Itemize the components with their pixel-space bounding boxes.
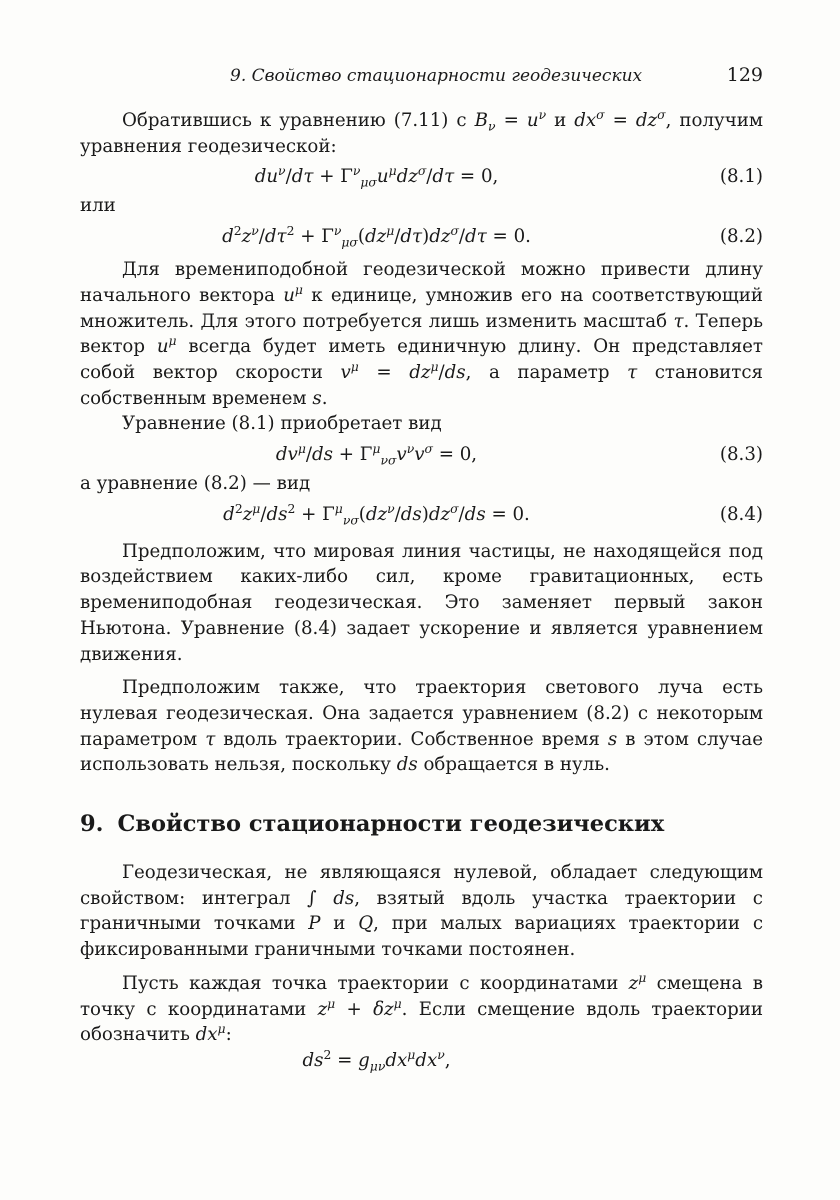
equation-number: (8.4)	[719, 503, 763, 525]
page-body	[80, 108, 763, 1082]
paragraph-stationarity: Геодезическая, не являющаяся нулевой, обладает следующим свойством: интеграл ∫ ds, взятый вдоль участка траектории с граничными точками P и Q, при малых вариациях траектории с фиксированными граничными точками постоянен.	[80, 862, 764, 961]
running-title: 9. Свойство стационарности геодезических	[230, 66, 643, 86]
equation-metric: $ds^2 = g_{\mu\nu}dx^\mu dx^\nu$,	[302, 1047, 451, 1074]
paragraph-eq-intro-2: а уравнение (8.2) — вид	[80, 473, 311, 495]
paragraph-light-ray: Предположим также, что траектория светового луча есть нулевая геодезическая. Она задается уравнением (8.2) с некоторым параметром τ вдоль траектории. Собственное время s в этом случае использовать нельзя, поскольку ds обращается в нуль.	[80, 677, 763, 776]
page-number: 129	[726, 64, 763, 86]
section-title: Свойство стационарности геодезических	[117, 811, 665, 838]
equation-8-3: $dv^\mu/ds + \Gamma^\mu_{\nu\sigma}v^\nu v^\sigma = 0$, (8.3)	[275, 441, 763, 468]
paragraph-variation: Пусть каждая точка траектории с координатами $z^\mu$ смещена в точку с координатами $z^\mu + \delta z^\mu$. Если смещение вдоль траектории обозначить $dx^\mu$:	[80, 970, 763, 1046]
paragraph-worldline: Предположим, что мировая линия частицы, не находящейся под воздействием каких-либо сил, кроме гравитационных, есть времениподобная геодезическая. Это заменяет первый закон Ньютона. Уравнение (8.4) задает ускорение и является уравнением движения.	[80, 540, 763, 665]
section-heading	[80, 810, 763, 838]
equation-8-4: $d^2z^\mu/ds^2 + \Gamma^\mu_{\nu\sigma}(dz^\nu/ds)dz^\sigma/ds = 0$. (8.4)	[223, 501, 763, 528]
equation-number: (8.2)	[719, 226, 763, 248]
paragraph-eq-intro: Уравнение (8.1) приобретает вид	[122, 413, 442, 435]
equation-8-1: $du^\nu/d\tau + \Gamma^\nu_{\mu\sigma}u^\mu dz^\sigma/d\tau = 0$, (8.1)	[254, 164, 763, 191]
page-header	[80, 64, 763, 92]
paragraph-intro: Обратившись к уравнению (7.11) с $B_\nu = u^\nu$ и $dx^\sigma = dz^\sigma$, получим уравнения геодезической:	[80, 107, 763, 157]
equation-8-2: $d^2z^\nu/d\tau^2 + \Gamma^\nu_{\mu\sigma}(dz^\mu/d\tau)dz^\sigma/d\tau = 0$. (8.2)	[222, 224, 763, 250]
equation-number: (8.3)	[719, 444, 763, 466]
section-number: 9.	[80, 811, 104, 838]
text-or: или	[80, 195, 116, 217]
equation-number: (8.1)	[719, 166, 763, 188]
paragraph-timelike: Для времениподобной геодезической можно привести длину начального вектора $u^\mu$ к единице, умножив его на соответствующий множитель. Для этого потребуется лишь изменить масштаб τ. Теперь вектор $u^\mu$ всегда будет иметь единичную длину. Он представляет собой вектор скорости $v^\mu = dz^\mu/ds$, а параметр τ становится собственным временем s.	[80, 259, 764, 409]
